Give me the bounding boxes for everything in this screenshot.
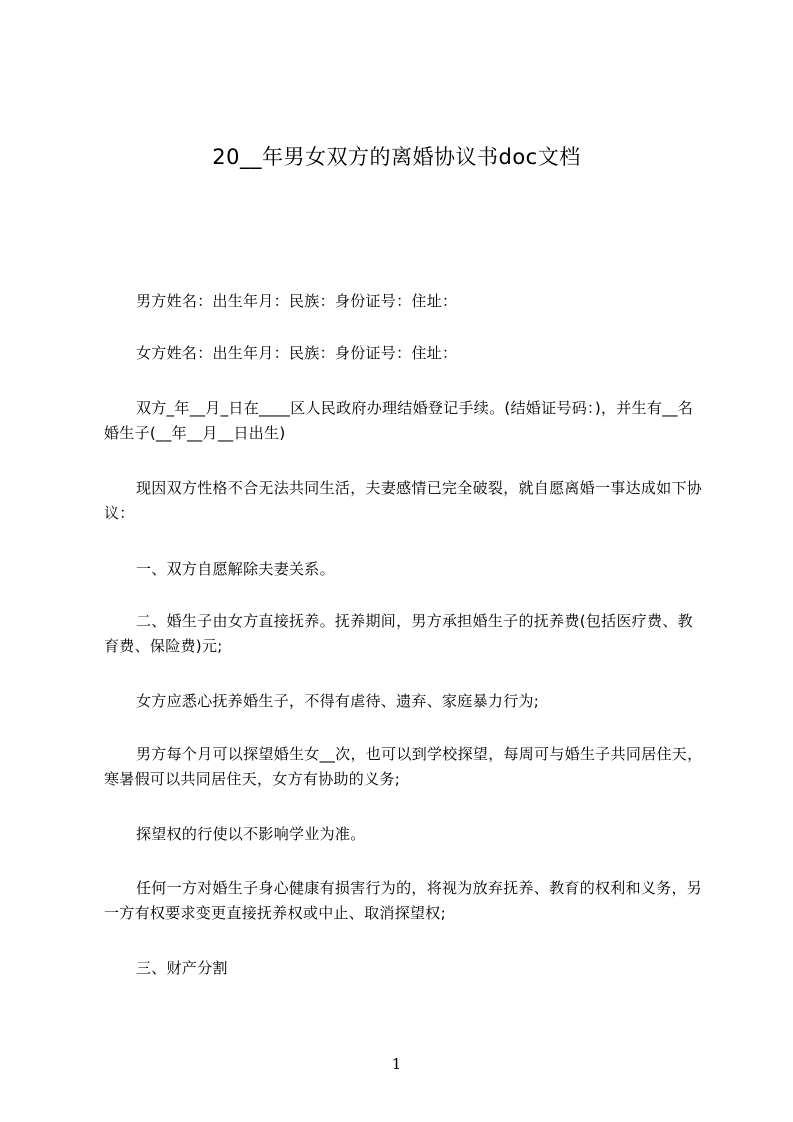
paragraph-female-info: 女方姓名：出生年月：民族：身份证号：住址：	[136, 344, 458, 362]
paragraph-female-duty: 女方应悉心抚养婚生子，不得有虐待、遗弃、家庭暴力行为;	[136, 692, 540, 710]
paragraph-clause-2: 二、婚生子由女方直接抚养。抚养期间，男方承担婚生子的抚养费(包括医疗费、教育费、保险费)元;	[104, 612, 693, 655]
document-title: 20__年男女双方的离婚协议书doc文档	[212, 145, 581, 169]
page-number: 1	[391, 1055, 402, 1073]
paragraph-clause-3: 三、财产分割	[136, 959, 228, 977]
paragraph-clause-1: 一、双方自愿解除夫妻关系。	[136, 560, 335, 578]
paragraph-marriage-registration: 双方_年__月_日在____区人民政府办理结婚登记手续。(结婚证号码：)，并生有__名婚生子(__年__月__日出生)	[104, 399, 694, 442]
paragraph-male-info: 男方姓名：出生年月：民族：身份证号：住址：	[136, 292, 458, 310]
paragraph-visitation-limit: 探望权的行使以不影响学业为准。	[136, 825, 366, 843]
paragraph-visitation: 男方每个月可以探望婚生女__次，也可以到学校探望，每周可与婚生子共同居住天，寒暑假可以共同居住天，女方有协助的义务;	[104, 745, 703, 788]
paragraph-reason: 现因双方性格不合无法共同生活，夫妻感情已完全破裂，就自愿离婚一事达成如下协议：	[104, 479, 703, 522]
paragraph-harm-clause: 任何一方对婚生子身心健康有损害行为的，将视为放弃抚养、教育的权利和义务，另一方有权要求变更直接抚养权或中止、取消探望权;	[104, 879, 703, 922]
